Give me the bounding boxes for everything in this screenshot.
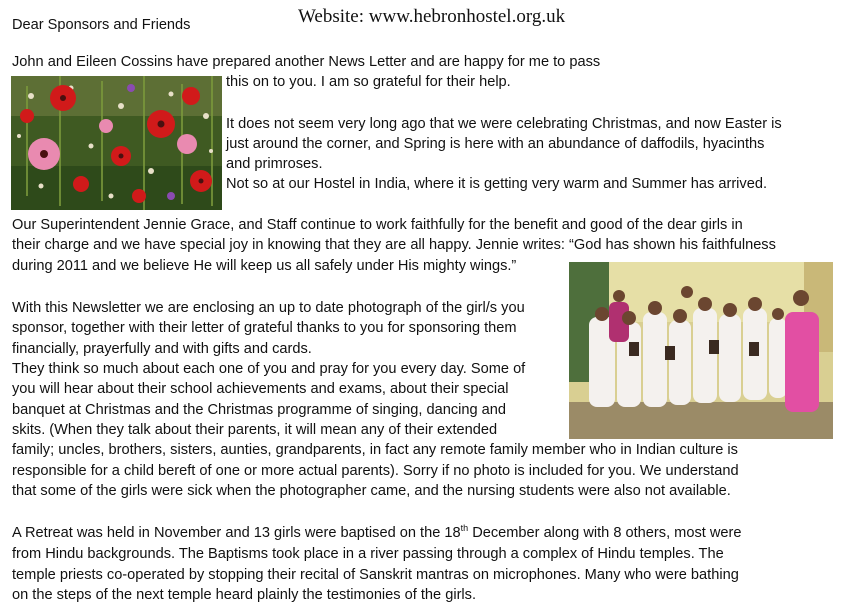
p2-line-4: Not so at our Hostel in India, where it is getting very warm and Summer has arrived.	[226, 176, 768, 192]
hostel-girls-group-photo	[569, 262, 833, 439]
ordinal-suffix: th	[460, 523, 469, 534]
p2-line-2: just around the corner, and Spring is here with an abundance of daffodils, hyacinths	[226, 136, 765, 152]
greeting: Dear Sponsors and Friends	[12, 17, 191, 33]
p5-line-1-b: December along with 8 others, most were	[468, 525, 742, 541]
p2-line-1: It does not seem very long ago that we were celebrating Christmas, and now Easter is	[226, 116, 782, 132]
p5-line-1	[12, 524, 742, 542]
p4-line-3: financially, prayerfully and with gifts and cards.	[12, 341, 312, 357]
p5-line-4: on the steps of the next temple heard plainly the testimonies of the girls.	[12, 587, 477, 603]
p4-line-2: sponsor, together with their letter of grateful thanks to you for sponsoring them	[12, 320, 517, 336]
p4-line-4: They think so much about each one of you and pray for you every day. Some of	[12, 361, 526, 377]
p4-line-7: skits. (When they talk about their parents, it will mean any of their extended	[12, 422, 498, 438]
p3-line-2: their charge and we have special joy in knowing that they are all happy. Jennie writes: “God has shown his faithfulness	[12, 237, 776, 253]
p2-line-3: and primroses.	[226, 156, 323, 172]
p5-line-2: from Hindu backgrounds. The Baptisms took place in a river passing through a complex of Hindu temples. The	[12, 546, 724, 562]
p4-line-9: responsible for a child bereft of one or more actual parents). Sorry if no photo is included for you. We understand	[12, 463, 739, 479]
website-line: Website: www.hebronhostel.org.uk	[298, 6, 566, 27]
p4-line-1: With this Newsletter we are enclosing an up to date photograph of the girl/s you	[12, 300, 525, 316]
poppies-flower-photo	[11, 76, 222, 210]
p5-line-3: temple priests co-operated by stopping their recital of Sanskrit mantras on microphones. Many who were bathing	[12, 567, 739, 583]
p4-line-8: family; uncles, brothers, sisters, aunties, grandparents, in fact any remote family member who in Indian culture is	[12, 442, 738, 458]
p4-line-6: banquet at Christmas and the Christmas programme of singing, dancing and	[12, 402, 507, 418]
p4-line-10: that some of the girls were sick when the photographer came, and the nursing students were also not available.	[12, 483, 731, 499]
p3-line-1: Our Superintendent Jennie Grace, and Staff continue to work faithfully for the benefit and good of the dear girls in	[12, 217, 743, 233]
p3-line-3: during 2011 and we believe He will keep us all safely under His mighty wings.”	[12, 258, 517, 274]
p1-line-2: this on to you. I am so grateful for their help.	[226, 74, 511, 90]
p5-line-1-a: A Retreat was held in November and 13 girls were baptised on the 18	[12, 525, 461, 541]
p1-line-1: John and Eileen Cossins have prepared another News Letter and are happy for me to pass	[12, 54, 601, 70]
p4-line-5: you will hear about their school achievements and exams, about their special	[12, 381, 509, 397]
